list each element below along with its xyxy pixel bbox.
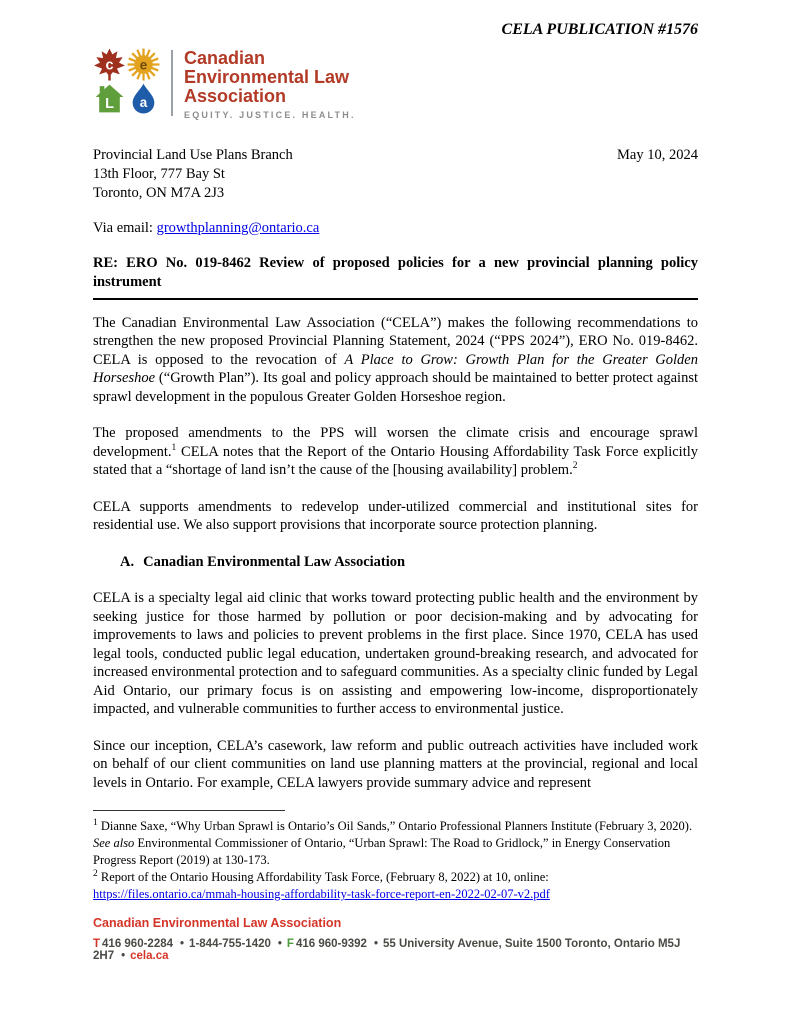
publication-header: CELA PUBLICATION #1576 (501, 21, 698, 38)
house-letter: L (105, 95, 114, 112)
logo-icon-grid (93, 48, 160, 115)
footnote-separator (93, 810, 285, 811)
footnote-2-marker: 2 (93, 868, 98, 879)
paragraph-5: Since our inception, CELA’s casework, law reform and public outreach activities have included work on behalf of our client communities on land use planning matters at the provincial, regional and local levels in Ontario. For example, CELA lawyers provide summary advice and represent (93, 737, 698, 791)
wordmark-line-2: Environmental Law (184, 67, 350, 87)
bullet-icon: • (180, 938, 185, 950)
footer-contact-line (93, 938, 703, 962)
maple-leaf-icon (93, 48, 126, 81)
drop-letter: a (139, 94, 148, 110)
footnote-ref-2: 2 (572, 461, 578, 472)
section-heading-a (93, 553, 698, 572)
recipient-line-1: Provincial Land Use Plans Branch (93, 147, 293, 163)
fax-number: 416 960-9392 (295, 938, 367, 950)
footnote-1-text: Dianne Saxe, “Why Urban Sprawl is Ontario’s Oil Sands,” Ontario Professional Planners Institute (February 3, 2020). (97, 819, 693, 833)
recipient-line-2: 13th Floor, 777 Bay St (93, 166, 225, 182)
section-title: Canadian Environmental Law Association (143, 553, 406, 570)
paragraph-1 (93, 314, 698, 407)
footnote-1-marker: 1 (93, 817, 98, 828)
phone-number: 416 960-2284 (102, 938, 174, 950)
sun-letter: e (139, 57, 148, 73)
footnote-1 (93, 818, 698, 869)
bullet-icon: • (277, 938, 282, 950)
footnote-2 (93, 869, 698, 903)
recipient-line-3: Toronto, ON M7A 2J3 (93, 185, 225, 201)
paragraph-1-text: The Canadian Environmental Law Association (“CELA”) makes the following recommendations to strengthen the new proposed Provincial Planning Statement, 2024 (“PPS 2024”), ERO No. 019-8462. CELA is opposed to the revocation of (93, 314, 698, 368)
subject-heading: RE: ERO No. 019-8462 Review of proposed policies for a new provincial planning policy instrument (93, 254, 698, 300)
footer-address: 55 University Avenue, Suite 1500 Toronto, Ontario M5J 2H7 (93, 938, 681, 962)
logo-wordmark (184, 48, 356, 120)
wordmark-line-1: Canadian (184, 48, 266, 68)
wordmark-line-3: Association (184, 86, 287, 106)
footnote-2-text: Report of the Ontario Housing Affordability Task Force, (February 8, 2022) at 10, online: (97, 870, 549, 884)
leaf-letter: c (105, 57, 114, 74)
bullet-icon: • (121, 950, 126, 962)
footer-website-link[interactable]: cela.ca (130, 950, 169, 962)
footnote-link[interactable]: https://files.ontario.ca/mmah-housing-affordability-task-force-report-en-2022-02-07-v2.pdf (93, 887, 550, 901)
paragraph-2-text-cont: CELA notes that the Report of the Ontario Housing Affordability Task Force explicitly stated that a “shortage of land isn’t the cause of the [housing availability] problem. (93, 443, 698, 478)
cela-logo (93, 48, 698, 120)
house-icon (93, 82, 126, 115)
paragraph-2 (93, 424, 698, 480)
fax-label: F (286, 938, 294, 950)
footnote-1-text-cont: Environmental Commissioner of Ontario, “Urban Sprawl: The Road to Gridlock,” in Energy Conservation Progress Report (2019) at 130-173. (93, 836, 671, 867)
footer-org-name: Canadian Environmental Law Association (93, 916, 342, 930)
tollfree-number: 1-844-755-1420 (189, 938, 271, 950)
via-email-line (93, 219, 698, 238)
logo-tagline: EQUITY. JUSTICE. HEALTH. (184, 110, 356, 120)
page-footer (93, 916, 703, 962)
sun-icon (127, 48, 160, 81)
paragraph-1-text-cont: (“Growth Plan”). Its goal and policy approach should be maintained to better protect against sprawl development in the populous Greater Golden Horseshoe region. (93, 370, 698, 405)
footnote-2-link-line (93, 886, 698, 903)
phone-label: T (93, 938, 101, 950)
footnotes-section (93, 810, 698, 903)
letter-date: May 10, 2024 (617, 147, 698, 163)
paragraph-4: CELA is a specialty legal aid clinic that works toward protecting public health and the environment by seeking justice for those harmed by pollution or poor decision-making and by advocating for improvements to laws and policies to prevent problems in the first place. Since 1970, CELA has used legal tools, conducted public legal education, undertaken ground-breaking research, and advocated for increased environmental protection and to safeguard communities. As a specialty clinic funded by Legal Aid Ontario, our primary focus is on assisting and empowering low-income, disproportionately impacted, and vulnerable communities to further access to environmental justice. (93, 590, 698, 717)
section-letter: A. (120, 553, 135, 570)
footnote-ref-1: 1 (171, 442, 177, 453)
logo-divider (171, 50, 173, 116)
recipient-address (93, 146, 293, 203)
email-link[interactable]: growthplanning@ontario.ca (156, 220, 320, 236)
see-also: See also (93, 836, 135, 850)
paragraph-2-text: The proposed amendments to the PPS will worsen the climate crisis and encourage sprawl development. (93, 425, 698, 460)
bullet-icon: • (373, 938, 378, 950)
water-drop-icon (127, 82, 160, 115)
growth-plan-title: A Place to Grow: Growth Plan for the Greater Golden Horseshoe (93, 351, 698, 386)
via-email-label: Via email: (93, 220, 157, 236)
paragraph-3: CELA supports amendments to redevelop under-utilized commercial and institutional sites for residential use. We also support provisions that incorporate source protection planning. (93, 498, 698, 533)
recipient-date-row (93, 146, 698, 203)
